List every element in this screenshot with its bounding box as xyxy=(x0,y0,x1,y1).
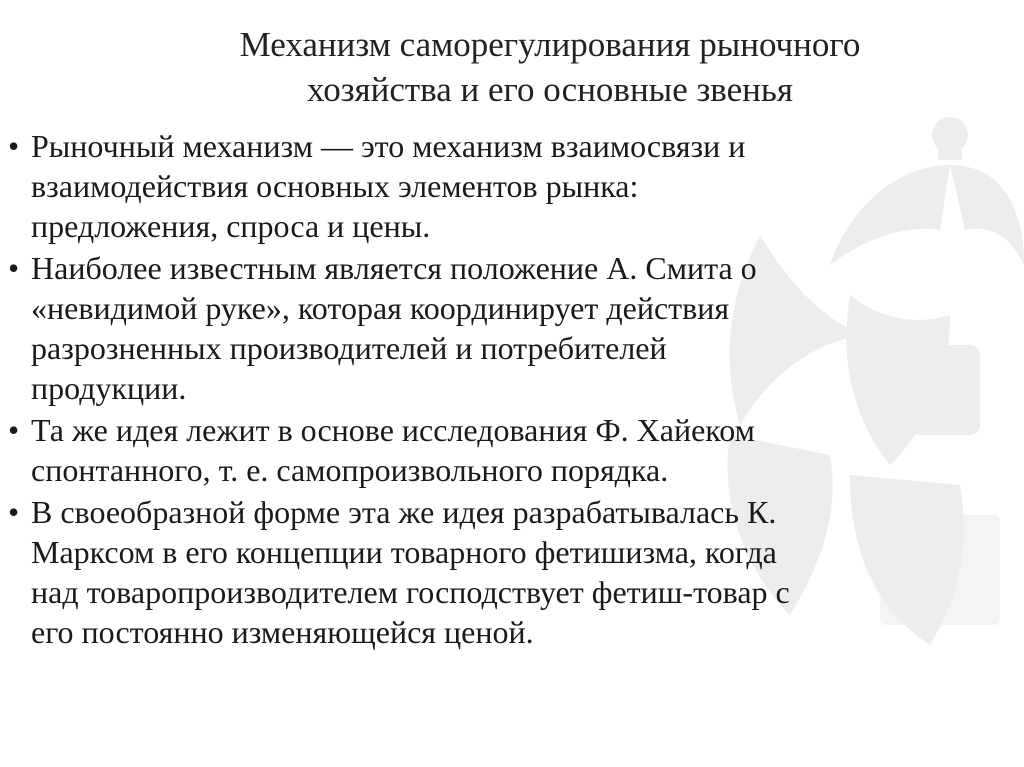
bullet-line: «невидимой руке», которая координирует действия xyxy=(31,290,730,326)
bullet-marker: • xyxy=(8,128,20,164)
bullet-text xyxy=(31,126,983,246)
bullet-line: продукции. xyxy=(31,370,187,406)
bullet-line: предложения, спроса и цены. xyxy=(31,208,431,244)
slide-title-line: Механизм саморегулирования рыночного xyxy=(239,25,861,64)
bullet-line: взаимодействия основных элементов рынка: xyxy=(31,168,639,204)
bullet-text xyxy=(31,248,983,408)
bullet-line: Рыночный механизм — это механизм взаимосвязи и xyxy=(31,128,746,164)
bullet-line: Та же идея лежит в основе исследования Ф. Хайеком xyxy=(31,412,755,448)
bullet-item xyxy=(8,248,983,408)
bullet-line: разрозненных производителей и потребителей xyxy=(31,330,667,366)
bullet-line: Наиболее известным является положение А. Смита о xyxy=(31,250,757,286)
bullet-item xyxy=(8,492,983,652)
bullet-line: Марксом в его концепции товарного фетишизма, когда xyxy=(31,534,777,570)
bullet-line: спонтанного, т. е. самопроизвольного порядка. xyxy=(31,452,669,488)
bullet-marker: • xyxy=(8,494,20,530)
bullet-line: над товаропроизводителем господствует фетиш-товар с xyxy=(31,574,790,610)
bullet-item xyxy=(8,410,983,490)
slide-title xyxy=(130,22,970,112)
bullet-text xyxy=(31,492,983,652)
bullet-text xyxy=(31,410,983,490)
bullet-marker: • xyxy=(8,250,20,286)
slide-title-line: хозяйства и его основные звенья xyxy=(307,70,793,109)
bullet-list xyxy=(8,126,983,654)
bullet-item xyxy=(8,126,983,246)
bullet-marker: • xyxy=(8,412,20,448)
bullet-line: В своеобразной форме эта же идея разрабатывалась К. xyxy=(31,494,777,530)
bullet-line: его постоянно изменяющейся ценой. xyxy=(31,614,534,650)
